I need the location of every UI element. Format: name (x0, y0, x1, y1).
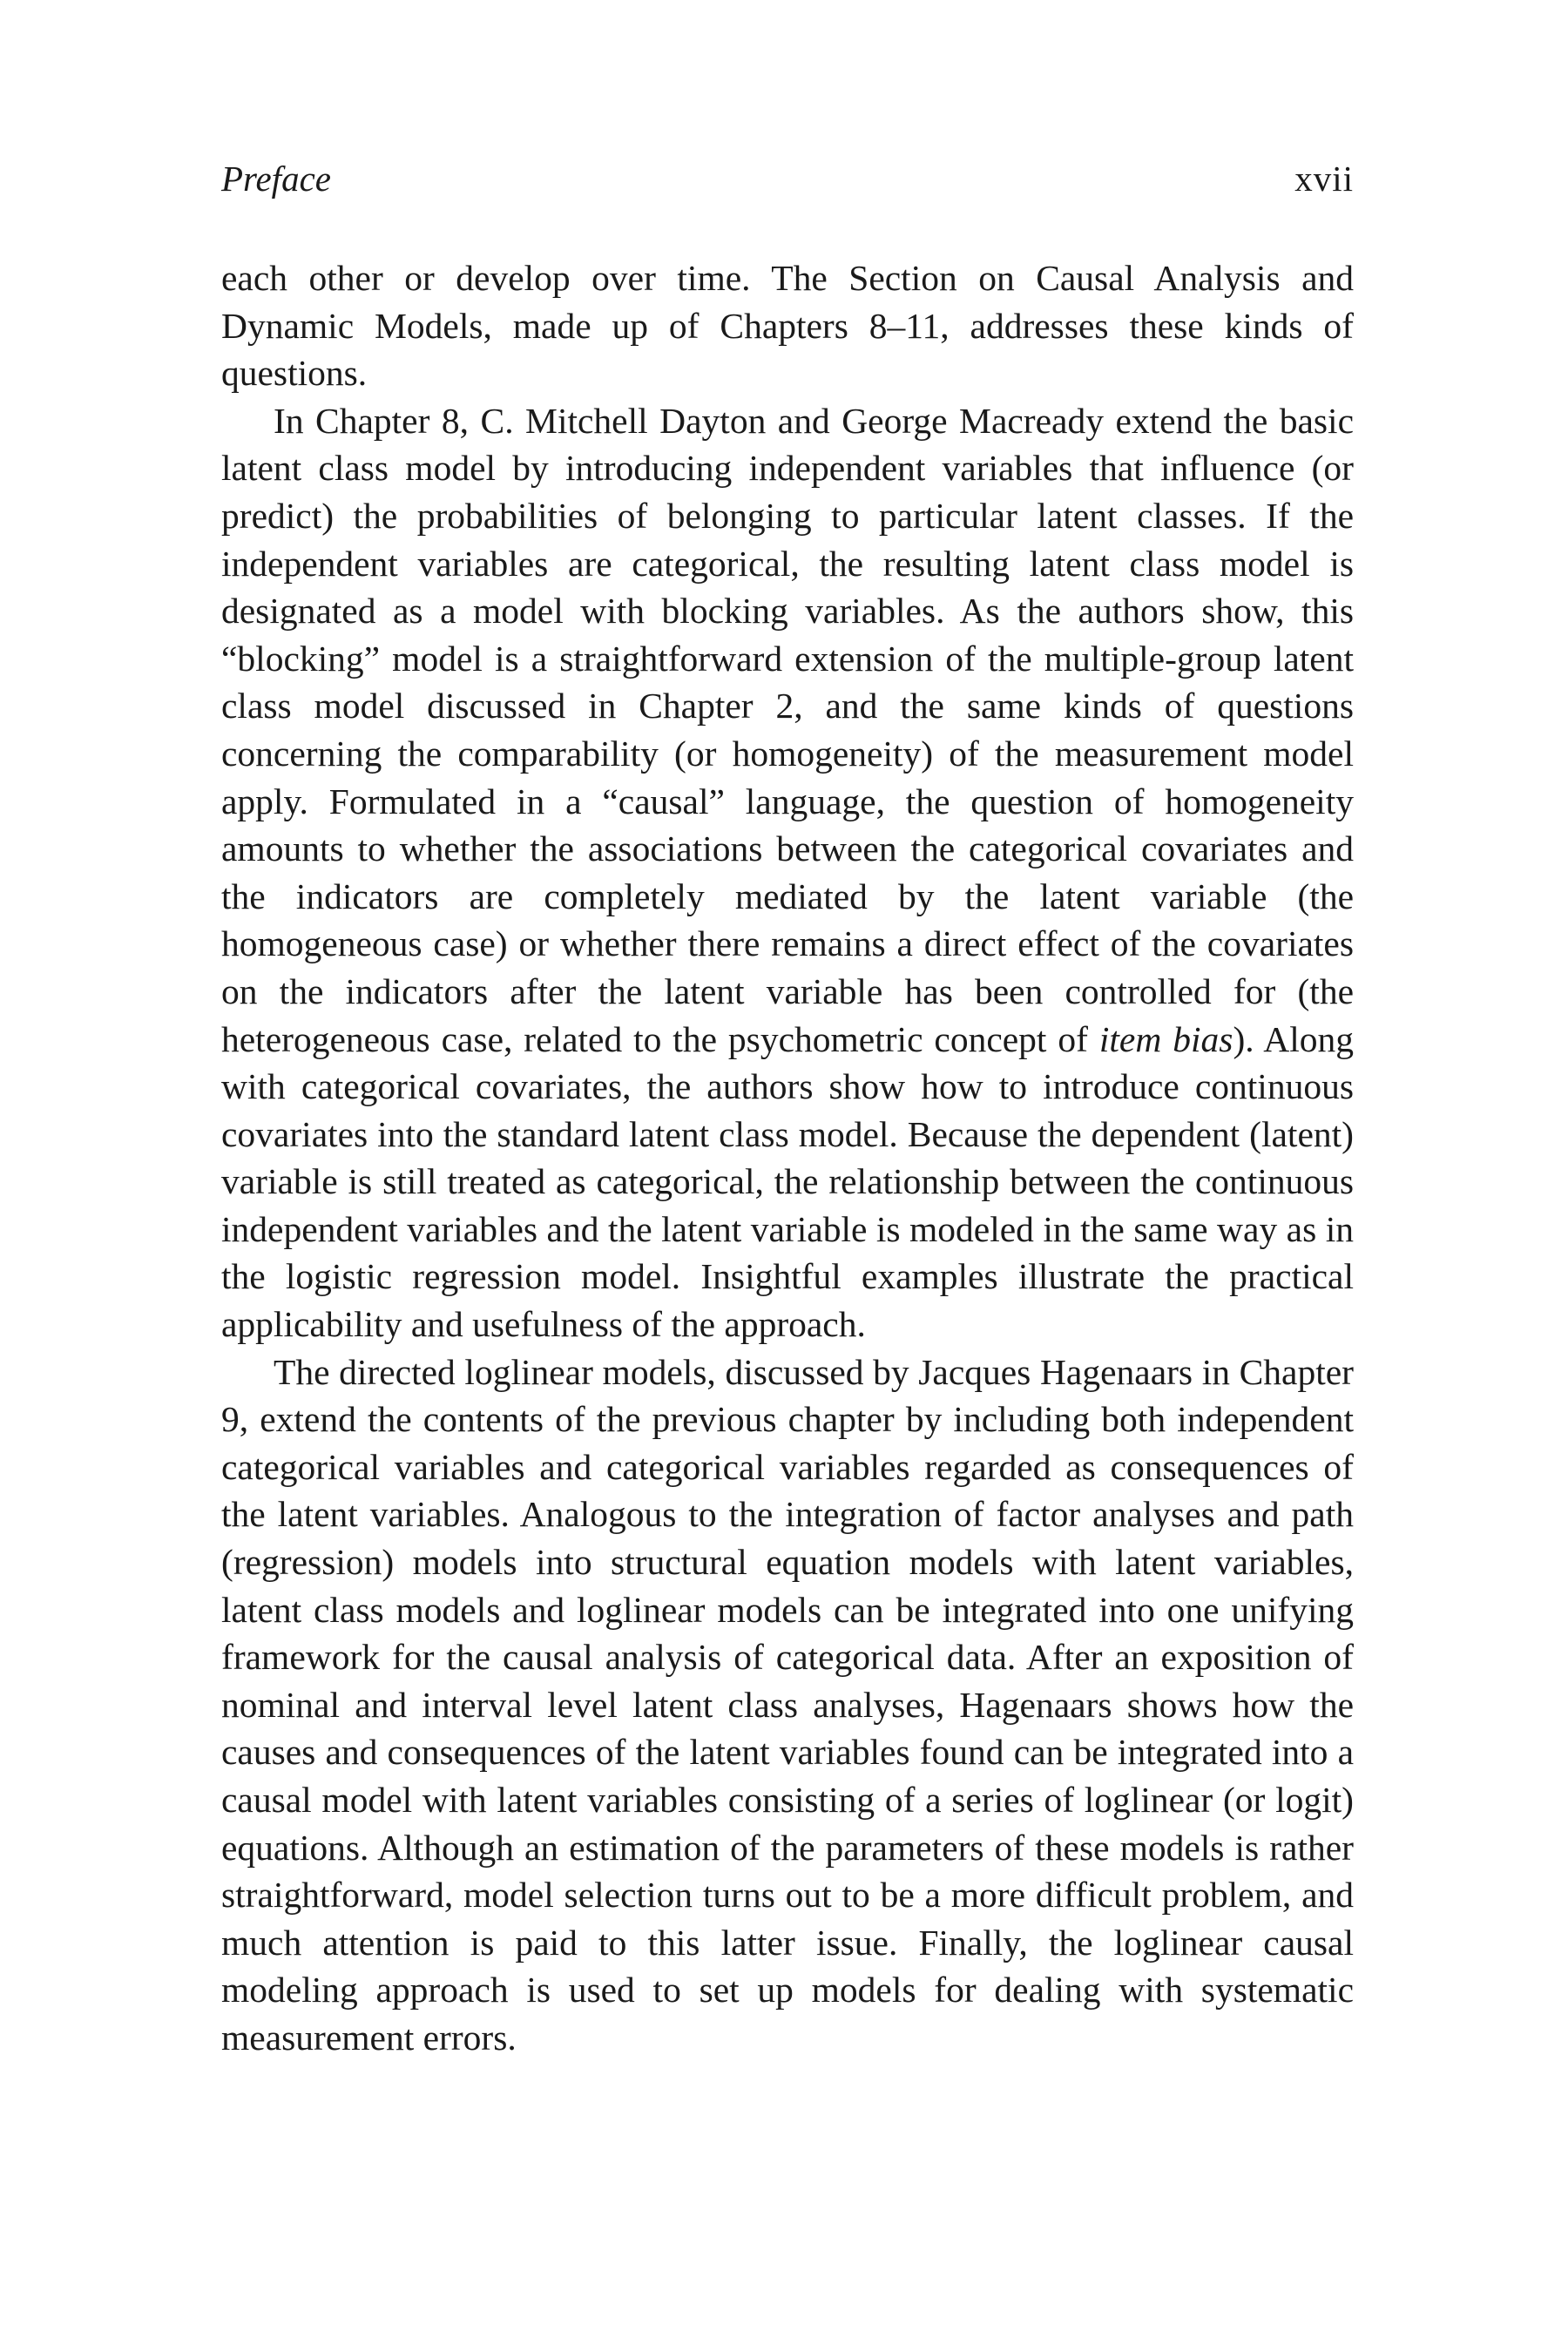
running-head (221, 157, 1354, 200)
paragraph-continuation: each other or develop over time. The Section on Causal Analysis and Dynamic Models, made up of Chapters 8–11, addresses these kinds of questions. (221, 258, 1354, 394)
page-number: xvii (1294, 159, 1354, 199)
paragraph-chapter-9: The directed loglinear models, discussed by Jacques Hagenaars in Chapter 9, extend the contents of the previous chapter by including both independent categorical variables and categorical variables regarded as consequences of the latent variables. Analogous to the integration of factor analyses and path (regression) models into structural equation models with latent variables, latent class models and loglinear models can be integrated into one unifying framework for the causal analysis of categorical data. After an exposition of nominal and interval level latent class analyses, Hagenaars shows how the causes and consequences of the latent variables found can be integrated into a causal model with latent variables consisting of a series of loglinear (or logit) equations. Although an estimation of the parameters of these models is rather straightforward, model selection turns out to be a more difficult problem, and much attention is paid to this latter issue. Finally, the loglinear causal modeling approach is used to set up models for dealing with systematic measurement errors. (221, 1351, 1354, 2058)
italic-term: item bias (1098, 1018, 1233, 1059)
body-text (221, 254, 1354, 2062)
book-page (221, 157, 1354, 2062)
running-title: Preface (221, 159, 331, 199)
paragraph-text: In Chapter 8, C. Mitchell Dayton and George Macready extend the basic latent class model by introducing independent variables that influence (or predict) the probabilities of belonging to particular latent classes. If the independent variables are categorical, the resulting latent class model is designated as a model with blocking variables. As the authors show, this “blocking” model is a straightforward extension of the multiple-group latent class model discussed in Chapter 2, and the same kinds of questions concerning the comparability (or homogeneity) of the measurement model apply. Formulated in a “causal” language, the question of homogeneity amounts to whether the associations between the categorical covariates and the indicators are completely mediated by the latent variable (the homogeneous case) or whether there remains a direct effect of the covariates on the indicators after the latent variable has been controlled for (the heterogeneous case, related to the psychometric concept of (221, 400, 1354, 1059)
paragraph-chapter-8 (221, 397, 1354, 1348)
paragraph-text: ). Along with categorical covariates, the authors show how to introduce continuous covariates into the standard latent class model. Because the dependent (latent) variable is still treated as categorical, the relationship between the continuous independent variables and the latent variable is modeled in the same way as in the logistic regression model. Insightful examples illustrate the practical applicability and usefulness of the approach. (221, 1018, 1355, 1345)
